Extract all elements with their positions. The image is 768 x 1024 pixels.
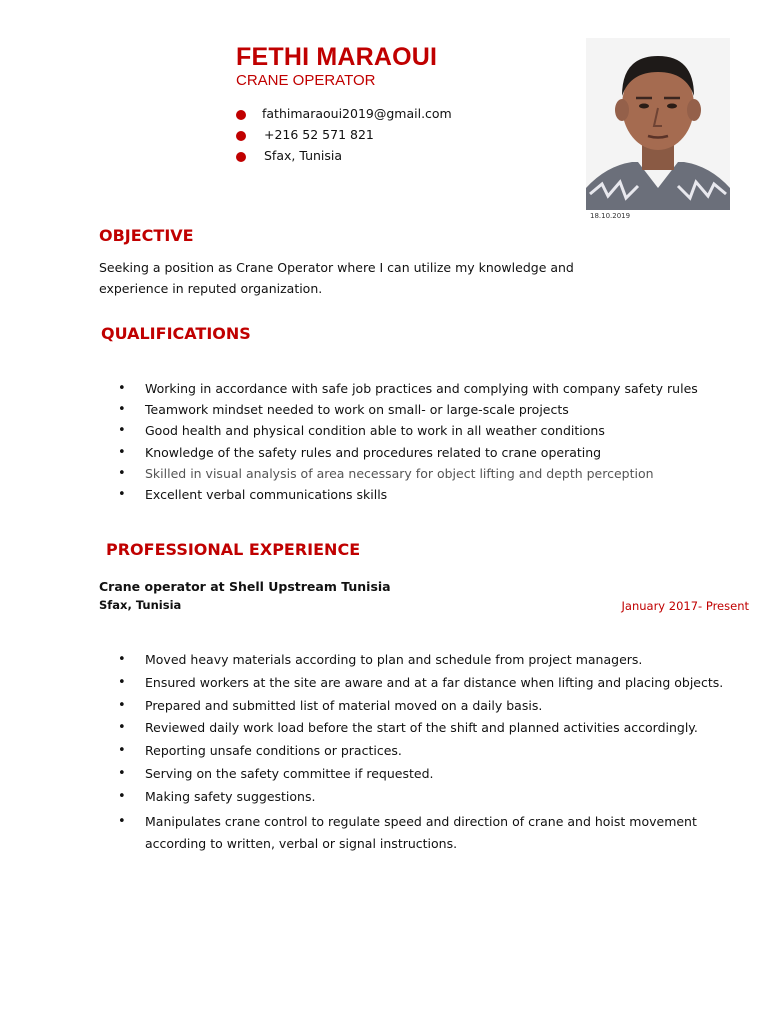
list-item: • Good health and physical condition able to work in all weather conditions [118, 422, 698, 443]
photo-date: 18.10.2019 [590, 212, 631, 220]
list-item: • Prepared and submitted list of material moved on a daily basis. [118, 697, 723, 720]
list-item: • Serving on the safety committee if requested. [118, 765, 723, 788]
list-item: • Reviewed daily work load before the start of the shift and planned activities accordingly. [118, 719, 723, 742]
list-item: • Moved heavy materials according to plan and schedule from project managers. [118, 651, 723, 674]
list-item: • Reporting unsafe conditions or practices. [118, 742, 723, 765]
bullet-dot-icon [236, 110, 246, 120]
job-location: Sfax, Tunisia [99, 598, 182, 612]
qualifications-heading: QUALIFICATIONS [101, 324, 251, 343]
contact-email-text: fathimaraoui2019@gmail.com [262, 106, 452, 121]
job-dates: January 2017- Present [621, 599, 749, 613]
job-title: Crane operator at Shell Upstream Tunisia [99, 579, 391, 594]
objective-heading: OBJECTIVE [99, 226, 194, 245]
list-item: • Making safety suggestions. [118, 788, 723, 811]
list-item: • Excellent verbal communications skills [118, 486, 698, 507]
profile-photo [586, 38, 730, 220]
duties-list [118, 651, 723, 855]
list-item: • Skilled in visual analysis of area necessary for object lifting and depth perception [118, 465, 698, 486]
list-item: • Manipulates crane control to regulate speed and direction of crane and hoist movement according to written, verbal or signal instructions. [118, 811, 705, 855]
list-item: • Knowledge of the safety rules and procedures related to crane operating [118, 444, 698, 465]
experience-heading: PROFESSIONAL EXPERIENCE [106, 540, 361, 559]
contact-phone-text: +216 52 571 821 [264, 127, 374, 142]
candidate-role: CRANE OPERATOR [236, 72, 376, 89]
bullet-dot-icon [236, 152, 246, 162]
contact-location-text: Sfax, Tunisia [264, 148, 343, 163]
list-item: • Working in accordance with safe job practices and complying with company safety rules [118, 380, 698, 401]
objective-text: Seeking a position as Crane Operator where I can utilize my knowledge and experience in reputed organization. [99, 260, 574, 296]
list-item: • Ensured workers at the site are aware and at a far distance when lifting and placing objects. [118, 674, 723, 697]
qualifications-list [118, 380, 698, 507]
bullet-dot-icon [236, 131, 246, 141]
portrait-illustration [586, 38, 730, 220]
list-item: • Teamwork mindset needed to work on small- or large-scale projects [118, 401, 698, 422]
candidate-name: FETHI MARAOUI [236, 43, 438, 71]
